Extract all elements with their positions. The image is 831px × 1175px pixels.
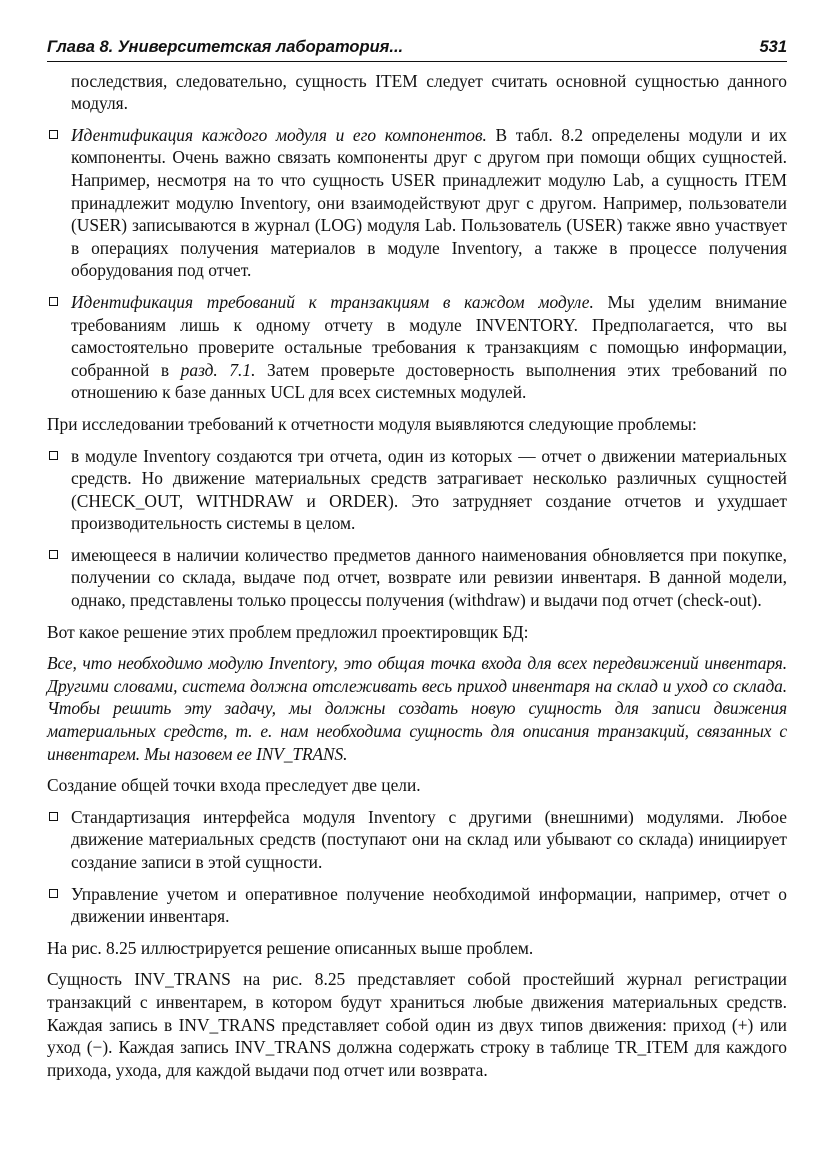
continuation-paragraph: последствия, следовательно, сущность ITEM следует считать основной сущностью данного модуля.	[71, 70, 787, 114]
body-paragraph: Вот какое решение этих проблем предложил проектировщик БД:	[47, 621, 529, 642]
designer-quote: Все, что необходимо модулю Inventory, это общая точка входа для всех передвижений инвентаря. Другими словами, система должна отслеживать весь приход инвентаря на склад и уход со склада. Чтобы решить эту задачу, мы должны создать новую сущность для записи движения материальных средств, т. е. нам необходима сущность для описания транзакций, связанных с инвентарем. Мы назовем ее INV_TRANS.	[47, 653, 787, 764]
running-header	[47, 36, 787, 62]
bullet-item-standardization	[47, 806, 787, 874]
bullet-text: Управление учетом и оперативное получение необходимой информации, например, отчет о движении инвентаря.	[71, 883, 787, 927]
checkbox-bullet-icon	[49, 812, 58, 821]
checkbox-bullet-icon	[49, 550, 58, 559]
bullet-text: в модуле Inventory создаются три отчета, один из которых — отчет о движении материальных средств. Но движение материальных средств затрагивает несколько различных сущностей (CHECK_OUT, WITHDRAW и ORDER). Это затрудняет создание отчетов и ухудшает производительность системы в целом.	[71, 445, 787, 534]
body-paragraph: На рис. 8.25 иллюстрируется решение описанных выше проблем.	[47, 937, 534, 958]
checkbox-bullet-icon	[49, 297, 58, 306]
bullet-item-transactions	[47, 291, 787, 404]
chapter-title: Глава 8. Университетская лаборатория...	[47, 38, 404, 56]
bullet-text: В табл. 8.2 определены модули и их компоненты. Очень важно связать компоненты друг с другом при помощи общих сущностей. Например, несмотря на то что сущность USER принадлежит модулю Lab, а сущность ITEM принадлежит модулю Inventory, они взаимодействуют друг с другом. Например, пользователи (USER) записываются в журнал (LOG) модуля Lab. Пользователь (USER) также явно участвует в операциях получения материалов в модуле Inventory, а также в процессе получения оборудования под отчет.	[71, 124, 787, 281]
book-page	[47, 36, 787, 1090]
bullet-item-quantity	[47, 544, 787, 612]
body-paragraph: При исследовании требований к отчетности модуля выявляются следующие проблемы:	[47, 413, 697, 434]
bullet-text: Затем проверьте достоверность выполнения этих требований по отношению к базе данных UCL для всех системных модулей.	[71, 359, 788, 403]
bullet-item-management	[47, 883, 787, 928]
page-number: 531	[759, 38, 787, 56]
checkbox-bullet-icon	[49, 451, 58, 460]
bullet-text: Стандартизация интерфейса модуля Inventory с другими (внешними) модулями. Любое движение материальных средств (поступают они на склад или убывают со склада) инициирует создание записи в этой сущности.	[71, 806, 787, 872]
bullet-text: имеющееся в наличии количество предметов данного наименования обновляется при покупке, получении со склада, выдаче под отчет, возврате или ревизии инвентаря. В данной модели, однако, представлены только процессы получения (withdraw) и выдачи под отчет (check-out).	[71, 544, 787, 611]
bullet-item-reports	[47, 445, 787, 535]
checkbox-bullet-icon	[49, 889, 58, 898]
bullet-text: Мы уделим внимание требованиям лишь к одному отчету в модуле INVENTORY. Предполагается, что вы самостоятельно проверите остальные требования к транзакциям с помощью информации, собранной в	[71, 291, 788, 380]
body-paragraph: Создание общей точки входа преследует две цели.	[47, 775, 421, 796]
body-paragraph: Сущность INV_TRANS на рис. 8.25 представляет собой простейший журнал регистрации транзакций с инвентарем, в котором будут храниться любые движения материальных средств. Каждая запись в INV_TRANS представляет собой один из двух типов движения: приход (+) или уход (−). Каждая запись INV_TRANS должна содержать строку в таблице TR_ITEM для каждого прихода, ухода, для каждой выдачи под отчет или возврата.	[47, 969, 787, 1080]
bullet-lead: Идентификация каждого модуля и его компонентов.	[71, 124, 487, 145]
section-reference: разд. 7.1.	[180, 359, 256, 380]
bullet-lead: Идентификация требований к транзакциям в каждом модуле.	[71, 291, 594, 312]
checkbox-bullet-icon	[49, 130, 58, 139]
bullet-item-modules	[47, 124, 787, 282]
